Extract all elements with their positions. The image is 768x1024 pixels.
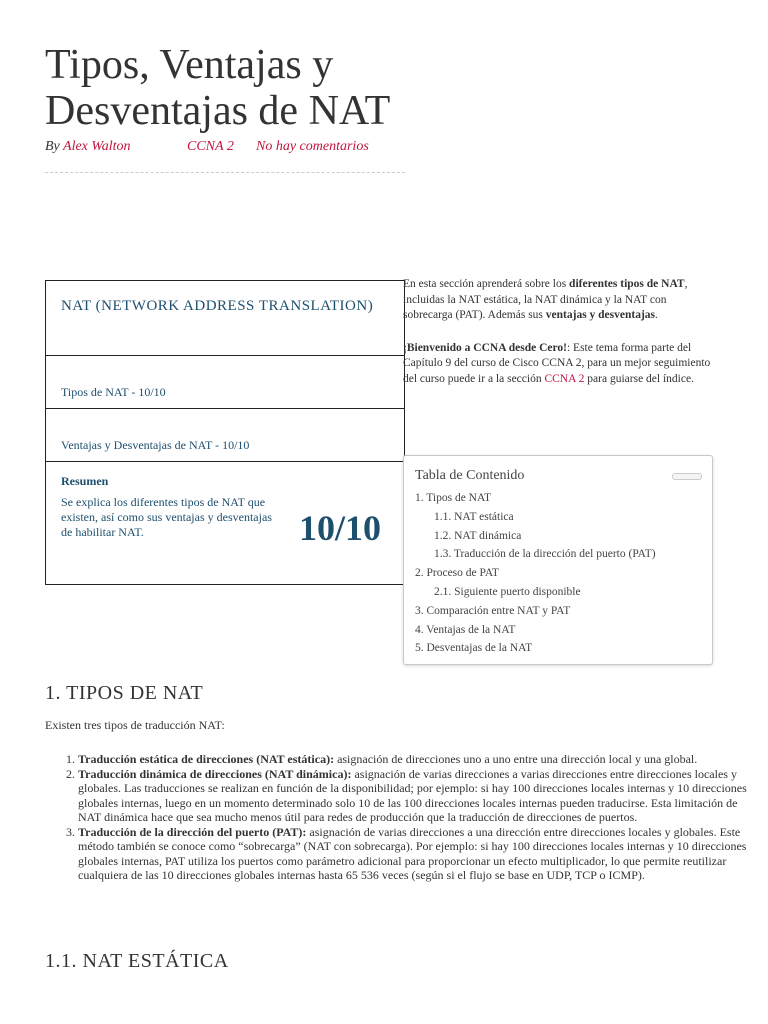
list-item-term: Traducción dinámica de direcciones (NAT dinámica):	[78, 766, 352, 781]
toc-item[interactable]: 3. Comparación entre NAT y PAT	[415, 604, 571, 617]
author-link[interactable]: Alex Walton	[63, 139, 131, 154]
list-item-text: asignación de direcciones uno a uno entre una dirección local y una global.	[334, 752, 698, 766]
toc-toggle-button[interactable]	[672, 473, 702, 480]
intro-text-span: , incluidas la NAT estática, la NAT dinámica y la NAT con sobrecarga (PAT). Además sus	[403, 278, 688, 321]
page-title: Tipos, Ventajas y Desventajas de NAT	[45, 42, 391, 134]
list-item	[78, 825, 750, 883]
review-box	[45, 280, 405, 585]
list-item-term: Traducción estática de direcciones (NAT estática):	[78, 752, 335, 766]
comments-link[interactable]: No hay comentarios	[256, 139, 369, 154]
intro-text-span: .	[655, 309, 658, 321]
welcome-bold: ¡Bienvenido a CCNA desde Cero!	[403, 341, 567, 354]
review-header	[46, 281, 404, 356]
section-lead: Existen tres tipos de traducción NAT:	[45, 718, 225, 732]
toc-item[interactable]: 2.1. Siguiente puerto disponible	[434, 585, 581, 598]
list-item	[78, 752, 750, 767]
review-item-label: Ventajas y Desventajas de NAT - 10/10	[61, 438, 250, 452]
toc-item[interactable]: 4. Ventajas de la NAT	[415, 623, 516, 636]
toc-item[interactable]: 1.3. Traducción de la dirección del puerto (PAT)	[434, 548, 656, 561]
nat-types-list	[46, 752, 750, 883]
toc-list	[415, 489, 705, 658]
summary-text: Se explica los diferentes tipos de NAT que existen, así como sus ventajas y desventajas de habilitar NAT.	[61, 495, 272, 539]
toc-item[interactable]: 1.2. NAT dinámica	[434, 529, 522, 542]
intro-bold: ventajas y desventajas	[545, 309, 656, 321]
review-item-label: Tipos de NAT - 10/10	[61, 385, 166, 399]
review-score: 10/10	[299, 508, 382, 548]
welcome-paragraph	[403, 341, 713, 388]
list-item	[78, 767, 750, 825]
divider	[45, 172, 405, 173]
summary-title: Resumen	[61, 474, 109, 488]
intro-text-span: En esta sección aprenderá sobre los	[403, 278, 570, 290]
toc-item[interactable]: 2. Proceso de PAT	[415, 567, 499, 580]
review-heading: NAT (NETWORK ADDRESS TRANSLATION)	[61, 298, 374, 314]
list-item-text: asignación de varias direcciones a una dirección entre direcciones locales y globales. Este método también se conoce como “sobrecarga” (NAT con sobrecarga). Por ejemplo: si hay 100 direcciones locales internas y 10 direcciones globales internas, PAT utiliza los puertos como parámetro adicional para proporcionar un efecto multiplicador, lo que permite reutilizar cualquiera de las 10 direcciones globales internas hasta 65 536 veces (según si el flujo se base en UDP, TCP o ICMP).	[78, 824, 747, 882]
toc-title: Tabla de Contenido	[415, 468, 525, 483]
review-item	[46, 409, 404, 462]
review-item	[46, 356, 404, 409]
list-item-term: Traducción de la dirección del puerto (PAT):	[78, 824, 307, 839]
ccna2-link[interactable]: CCNA 2	[544, 372, 585, 385]
review-summary	[46, 462, 404, 586]
intro-bold: diferentes tipos de NAT	[569, 278, 685, 290]
table-of-contents	[403, 455, 713, 665]
list-item-text: asignación de varias direcciones a varias direcciones entre direcciones locales y globales. Las traducciones se realizan en función de la disponibilidad; por ejemplo: si hay 100 direcciones locales internas y 10 direcciones globales internas, luego en un momento determinado solo 10 de las 100 direcciones locales internas pueden traducirse. Esta limitación de NAT dinámica hace que sea mucho menos útil para redes de producción que la traducción de direcciones de puertos.	[78, 766, 747, 824]
section-heading: 1. TIPOS DE NAT	[45, 682, 204, 704]
toc-item[interactable]: 5. Desventajas de la NAT	[415, 642, 533, 655]
welcome-end: para guiarse del índice.	[584, 372, 694, 385]
toc-item[interactable]: 1.1. NAT estática	[434, 510, 514, 523]
toc-item[interactable]: 1. Tipos de NAT	[415, 492, 492, 504]
subsection-heading: 1.1. NAT ESTÁTICA	[45, 950, 229, 972]
welcome-text: : Este tema forma parte del Capítulo 9 del curso de Cisco CCNA 2, para un mejor seguimiento del curso puede ir a la sección	[403, 341, 711, 385]
intro-text	[403, 277, 713, 404]
category-link[interactable]: CCNA 2	[187, 139, 234, 154]
byline	[45, 139, 369, 155]
intro-paragraph	[403, 277, 713, 324]
byline-by: By	[45, 139, 60, 154]
